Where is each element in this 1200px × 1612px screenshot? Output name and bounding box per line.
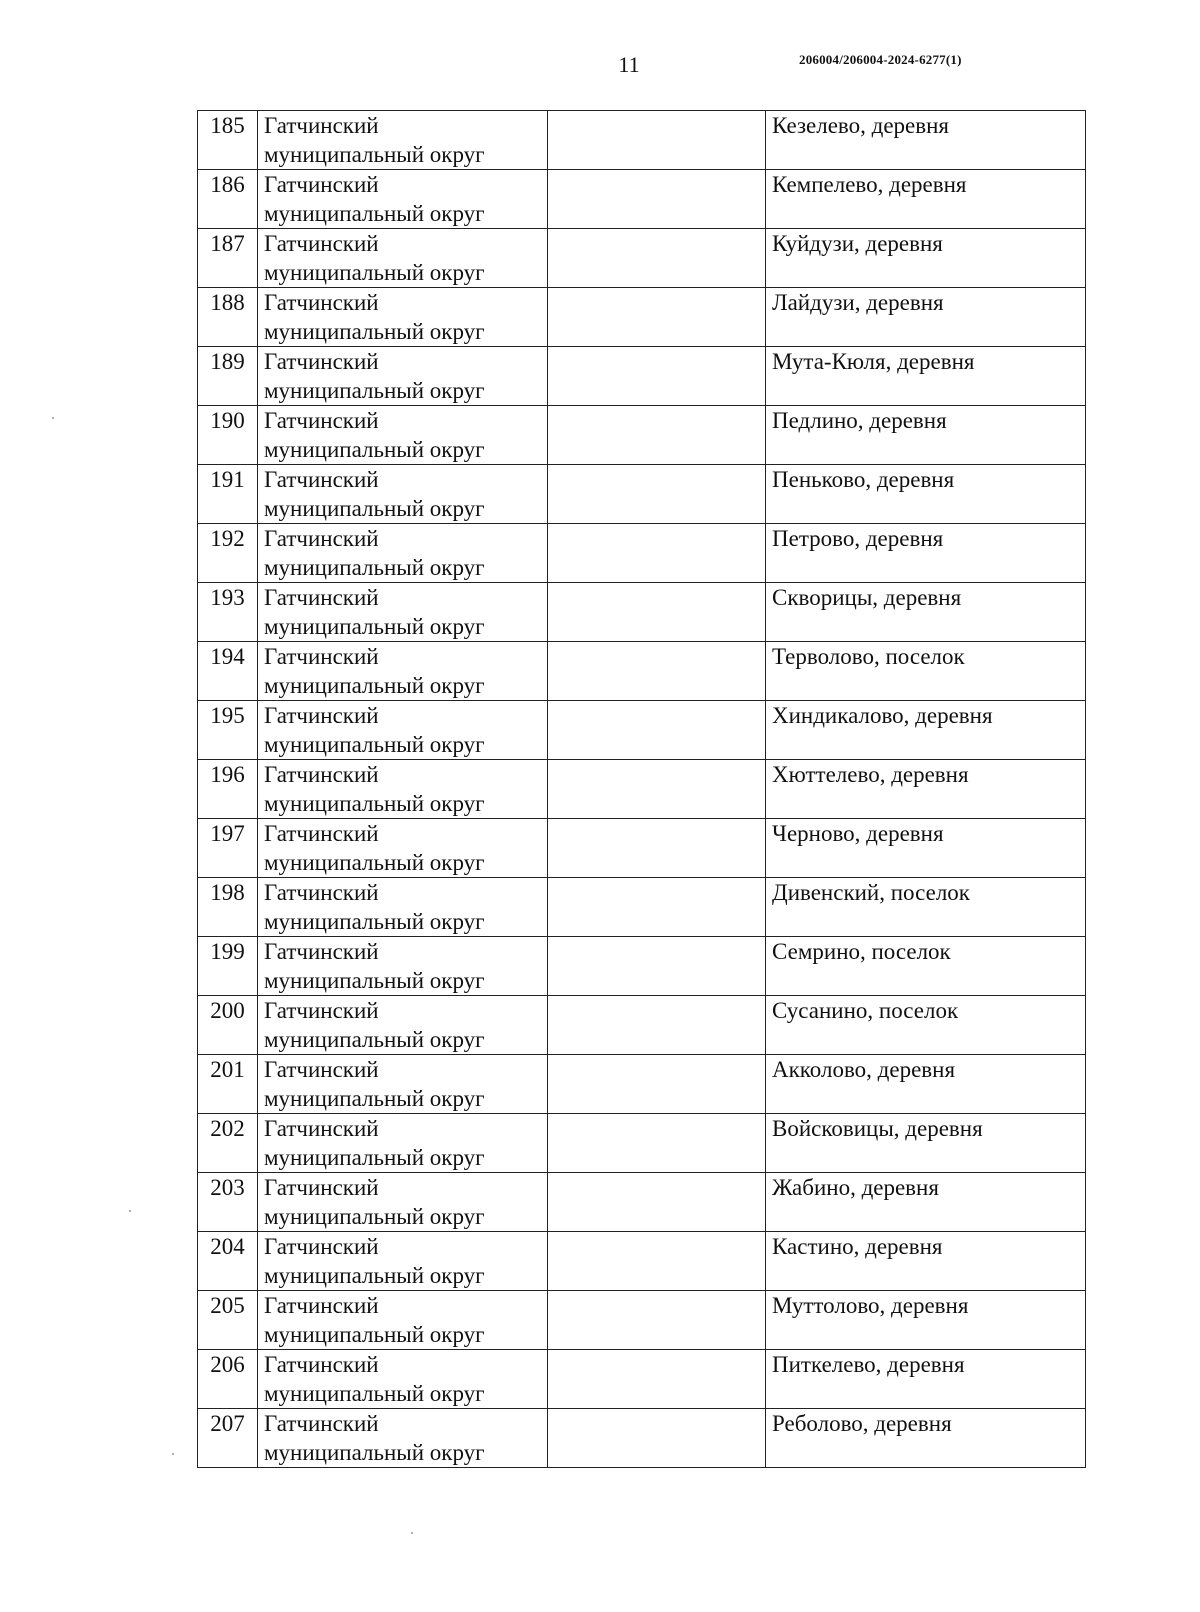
table-row [198, 406, 1086, 465]
table-row [198, 288, 1086, 347]
district-name: Гатчинский [264, 821, 379, 846]
district-type: муниципальный округ [264, 437, 485, 462]
empty-cell [548, 1173, 766, 1232]
district-name: Гатчинский [264, 1411, 379, 1436]
table-row [198, 1291, 1086, 1350]
district-name: Гатчинский [264, 290, 379, 315]
row-number-cell: 206 [198, 1350, 258, 1409]
row-number-cell: 193 [198, 583, 258, 642]
district-cell [258, 642, 548, 701]
table-row [198, 642, 1086, 701]
table-row [198, 583, 1086, 642]
settlements-table [197, 110, 1086, 1468]
row-number-cell: 204 [198, 1232, 258, 1291]
table-row [198, 1409, 1086, 1468]
row-number-cell: 191 [198, 465, 258, 524]
row-number-cell: 187 [198, 229, 258, 288]
empty-cell [548, 524, 766, 583]
district-name: Гатчинский [264, 113, 379, 138]
table-row [198, 937, 1086, 996]
scan-speck [52, 417, 54, 419]
district-type: муниципальный округ [264, 201, 485, 226]
district-type: муниципальный округ [264, 909, 485, 934]
district-type: муниципальный округ [264, 1322, 485, 1347]
settlement-cell: Куйдузи, деревня [766, 229, 1086, 288]
empty-cell [548, 937, 766, 996]
district-type: муниципальный округ [264, 1263, 485, 1288]
district-type: муниципальный округ [264, 791, 485, 816]
settlement-cell: Дивенский, поселок [766, 878, 1086, 937]
empty-cell [548, 1232, 766, 1291]
row-number-cell: 199 [198, 937, 258, 996]
district-name: Гатчинский [264, 998, 379, 1023]
row-number-cell: 190 [198, 406, 258, 465]
row-number-cell: 202 [198, 1114, 258, 1173]
district-cell [258, 1114, 548, 1173]
settlement-cell: Педлино, деревня [766, 406, 1086, 465]
row-number-cell: 188 [198, 288, 258, 347]
table-row [198, 229, 1086, 288]
district-name: Гатчинский [264, 939, 379, 964]
empty-cell [548, 701, 766, 760]
settlement-cell: Хиндикалово, деревня [766, 701, 1086, 760]
row-number-cell: 196 [198, 760, 258, 819]
district-name: Гатчинский [264, 349, 379, 374]
row-number-cell: 205 [198, 1291, 258, 1350]
settlement-cell: Акколово, деревня [766, 1055, 1086, 1114]
settlement-cell: Войсковицы, деревня [766, 1114, 1086, 1173]
district-name: Гатчинский [264, 644, 379, 669]
scan-speck [172, 1453, 174, 1455]
table-row [198, 347, 1086, 406]
settlement-cell: Черново, деревня [766, 819, 1086, 878]
district-name: Гатчинский [264, 172, 379, 197]
district-name: Гатчинский [264, 762, 379, 787]
settlement-cell: Лайдузи, деревня [766, 288, 1086, 347]
row-number-cell: 189 [198, 347, 258, 406]
settlement-cell: Питкелево, деревня [766, 1350, 1086, 1409]
table-row [198, 111, 1086, 170]
district-cell [258, 465, 548, 524]
district-name: Гатчинский [264, 1293, 379, 1318]
settlement-cell: Хюттелево, деревня [766, 760, 1086, 819]
district-cell [258, 996, 548, 1055]
row-number-cell: 197 [198, 819, 258, 878]
table-row [198, 996, 1086, 1055]
district-name: Гатчинский [264, 703, 379, 728]
settlement-cell: Терволово, поселок [766, 642, 1086, 701]
empty-cell [548, 1291, 766, 1350]
table-row [198, 701, 1086, 760]
district-name: Гатчинский [264, 585, 379, 610]
district-name: Гатчинский [264, 1116, 379, 1141]
district-type: муниципальный округ [264, 555, 485, 580]
settlement-cell: Кезелево, деревня [766, 111, 1086, 170]
table-row [198, 1055, 1086, 1114]
district-cell [258, 1291, 548, 1350]
settlement-cell: Семрино, поселок [766, 937, 1086, 996]
district-cell [258, 229, 548, 288]
row-number-cell: 195 [198, 701, 258, 760]
district-cell [258, 288, 548, 347]
district-type: муниципальный округ [264, 850, 485, 875]
empty-cell [548, 465, 766, 524]
table-row [198, 1114, 1086, 1173]
empty-cell [548, 819, 766, 878]
district-type: муниципальный округ [264, 1145, 485, 1170]
empty-cell [548, 878, 766, 937]
settlement-cell: Пеньково, деревня [766, 465, 1086, 524]
district-type: муниципальный округ [264, 673, 485, 698]
table-row [198, 760, 1086, 819]
district-type: муниципальный округ [264, 968, 485, 993]
district-type: муниципальный округ [264, 260, 485, 285]
empty-cell [548, 170, 766, 229]
district-type: муниципальный округ [264, 1440, 485, 1465]
row-number-cell: 186 [198, 170, 258, 229]
empty-cell [548, 642, 766, 701]
district-cell [258, 701, 548, 760]
row-number-cell: 192 [198, 524, 258, 583]
district-name: Гатчинский [264, 526, 379, 551]
district-cell [258, 583, 548, 642]
district-name: Гатчинский [264, 1352, 379, 1377]
district-name: Гатчинский [264, 1057, 379, 1082]
row-number-cell: 201 [198, 1055, 258, 1114]
district-name: Гатчинский [264, 467, 379, 492]
scan-speck [411, 1532, 413, 1534]
district-type: муниципальный округ [264, 496, 485, 521]
table-row [198, 524, 1086, 583]
empty-cell [548, 111, 766, 170]
table-row [198, 1173, 1086, 1232]
empty-cell [548, 406, 766, 465]
district-cell [258, 819, 548, 878]
district-cell [258, 937, 548, 996]
settlement-cell: Жабино, деревня [766, 1173, 1086, 1232]
district-cell [258, 347, 548, 406]
district-type: муниципальный округ [264, 142, 485, 167]
district-type: муниципальный округ [264, 1204, 485, 1229]
settlement-cell: Мута-Кюля, деревня [766, 347, 1086, 406]
empty-cell [548, 1055, 766, 1114]
empty-cell [548, 229, 766, 288]
settlement-cell: Кемпелево, деревня [766, 170, 1086, 229]
empty-cell [548, 760, 766, 819]
district-type: муниципальный округ [264, 319, 485, 344]
row-number-cell: 194 [198, 642, 258, 701]
district-name: Гатчинский [264, 880, 379, 905]
empty-cell [548, 996, 766, 1055]
settlement-cell: Реболово, деревня [766, 1409, 1086, 1468]
row-number-cell: 198 [198, 878, 258, 937]
district-name: Гатчинский [264, 408, 379, 433]
page-number: 11 [618, 52, 640, 77]
table-row [198, 1350, 1086, 1409]
district-name: Гатчинский [264, 231, 379, 256]
settlement-cell: Кастино, деревня [766, 1232, 1086, 1291]
table-row [198, 465, 1086, 524]
district-type: муниципальный округ [264, 732, 485, 757]
district-name: Гатчинский [264, 1234, 379, 1259]
empty-cell [548, 1409, 766, 1468]
district-cell [258, 760, 548, 819]
table-row [198, 1232, 1086, 1291]
row-number-cell: 207 [198, 1409, 258, 1468]
district-cell [258, 1409, 548, 1468]
district-type: муниципальный округ [264, 378, 485, 403]
table-row [198, 170, 1086, 229]
empty-cell [548, 1114, 766, 1173]
settlement-cell: Петрово, деревня [766, 524, 1086, 583]
district-cell [258, 111, 548, 170]
district-name: Гатчинский [264, 1175, 379, 1200]
row-number-cell: 203 [198, 1173, 258, 1232]
district-type: муниципальный округ [264, 1381, 485, 1406]
settlement-cell: Скворицы, деревня [766, 583, 1086, 642]
empty-cell [548, 583, 766, 642]
district-type: муниципальный округ [264, 1086, 485, 1111]
district-cell [258, 1173, 548, 1232]
district-cell [258, 1055, 548, 1114]
scan-speck [129, 1210, 131, 1212]
district-type: муниципальный округ [264, 614, 485, 639]
district-cell [258, 1350, 548, 1409]
empty-cell [548, 1350, 766, 1409]
district-cell [258, 170, 548, 229]
row-number-cell: 200 [198, 996, 258, 1055]
district-cell [258, 524, 548, 583]
document-id: 206004/206004-2024-6277(1) [799, 52, 962, 67]
district-type: муниципальный округ [264, 1027, 485, 1052]
district-cell [258, 1232, 548, 1291]
empty-cell [548, 288, 766, 347]
settlement-cell: Муттолово, деревня [766, 1291, 1086, 1350]
row-number-cell: 185 [198, 111, 258, 170]
empty-cell [548, 347, 766, 406]
district-cell [258, 878, 548, 937]
district-cell [258, 406, 548, 465]
settlement-cell: Сусанино, поселок [766, 996, 1086, 1055]
table-row [198, 819, 1086, 878]
table-body [198, 111, 1086, 1468]
table-row [198, 878, 1086, 937]
